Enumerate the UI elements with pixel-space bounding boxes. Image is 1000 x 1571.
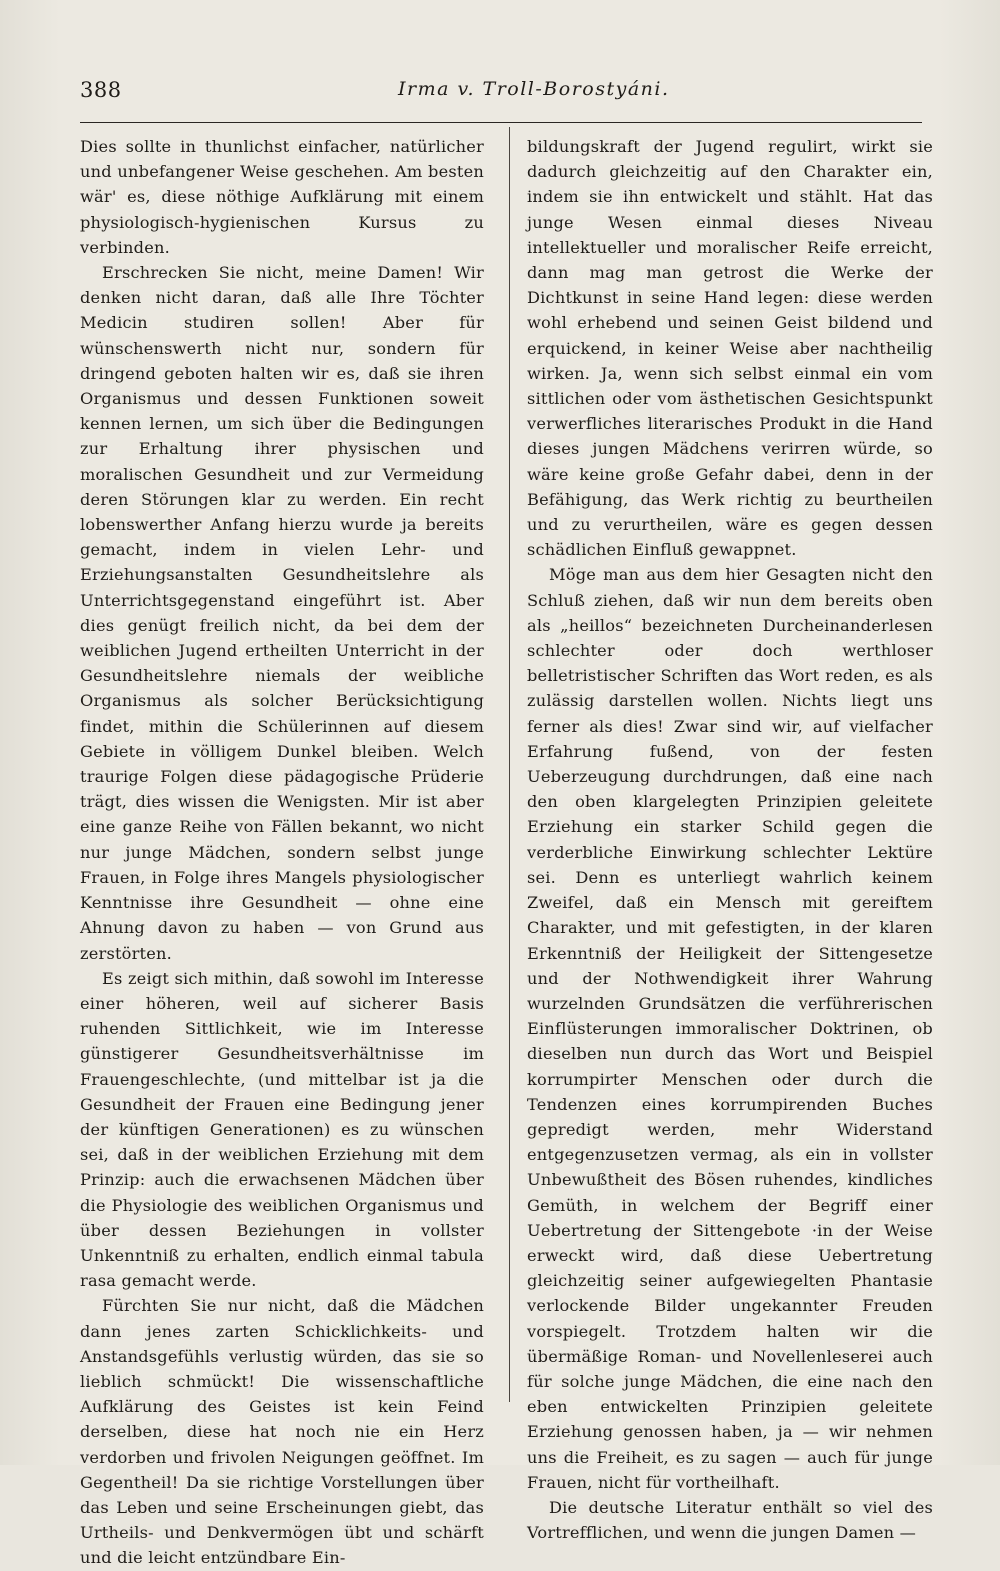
header-rule (80, 122, 922, 123)
right-text-column (527, 134, 933, 1545)
paragraph: Dies sollte in thunlichst einfacher, natürlicher und unbefangener Weise geschehen. Am besten wär' es, diese nöthige Aufklärung mit einem physiologisch-hygienischen Kursus zu verbinden. (80, 137, 484, 257)
paragraph: Fürchten Sie nur nicht, daß die Mädchen dann jenes zarten Schicklichkeits- und Anstandsgefühls verlustig würden, das sie so lieblich schmückt! Die wissenschaftliche Aufklärung des Geistes ist kein Feind derselben, diese hat noch nie ein Herz verdorben und frivolen Neigungen geöffnet. Im Gegentheil! Da sie richtige Vorstellungen über das Leben und seine Erscheinungen giebt, das Urtheils- und Denkvermögen übt und schärft und die leicht entzündbare Ein- (80, 1296, 484, 1568)
page-number: 388 (80, 78, 122, 102)
paragraph: Möge man aus dem hier Gesagten nicht den Schluß ziehen, daß wir nun dem bereits oben als „heillos“ bezeichneten Durcheinanderlesen schlechter oder doch werthloser belletristischer Schriften das Wort reden, es als zulässig darstellen wollen. Nichts liegt uns ferner als dies! Zwar sind wir, auf vielfacher Erfahrung fußend, von der festen Ueberzeugung durchdrungen, daß eine nach den oben klargelegten Prinzipien geleitete Erziehung ein starker Schild gegen die verderbliche Einwirkung schlechter Lektüre sei. Denn es unterliegt wahrlich keinem Zweifel, daß ein Mensch mit gereiftem Charakter, und mit gefestigten, in der klaren Erkenntniß der Heiligkeit der Sittengesetze und der Nothwendigkeit ihrer Wahrung wurzelnden Grundsätzen die verführerischen Einflüsterungen immoralischer Doktrinen, ob dieselben nun durch das Wort und Beispiel korrumpirter Menschen oder durch die Tendenzen eines korrumpirenden Buches gepredigt werden, mehr Widerstand entgegenzusetzen vermag, als ein in vollster Unbewußtheit des Bösen ruhendes, kindliches Gemüth, in welchem der Begriff einer Uebertretung der Sittengebote ·in der Weise erweckt wird, daß diese Uebertretung gleichzeitig seiner aufgewiegelten Phantasie verlockende Bilder ungekannter Freuden vorspiegelt. Trotzdem halten wir die übermäßige Roman- und Novellenleserei auch für solche junge Mädchen, die eine nach den eben entwickelten Prinzipien geleitete Erziehung genossen haben, ja — wir nehmen uns die Freiheit, es zu sagen — auch für junge Frauen, nicht für vortheilhaft. (527, 565, 933, 1492)
running-title: Irma v. Troll-Borostyáni. (398, 78, 670, 100)
page-header (80, 72, 920, 112)
paragraph: bildungskraft der Jugend regulirt, wirkt sie dadurch gleichzeitig auf den Charakter ein, indem sie ihn entwickelt und stählt. Hat das junge Wesen einmal dieses Niveau intellektueller und moralischer Reife erreicht, dann mag man getrost die Werke der Dichtkunst in seine Hand legen: diese werden wohl erhebend und seinen Geist bildend und erquickend, in keiner Weise aber nachtheilig wirken. Ja, wenn sich selbst einmal ein vom sittlichen oder vom ästhetischen Gesichtspunkt verwerfliches literarisches Produkt in die Hand dieses jungen Mädchens verirren würde, so wäre keine große Gefahr dabei, denn in der Befähigung, das Werk richtig zu beurtheilen und zu verurtheilen, wäre es gegen dessen schädlichen Einfluß gewappnet. (527, 137, 933, 560)
paragraph: Es zeigt sich mithin, daß sowohl im Interesse einer höheren, weil auf sicherer Basis ruhenden Sittlichkeit, wie im Interesse günstigerer Gesundheitsverhältnisse im Frauengeschlechte, (und mittelbar ist ja die Gesundheit der Frauen eine Bedingung jener der künftigen Generationen) es zu wünschen sei, daß in der weiblichen Erziehung mit dem Prinzip: auch die erwachsenen Mädchen über die Physiologie des weiblichen Organismus und über dessen Beziehungen in vollster Unkenntniß zu erhalten, endlich einmal tabula rasa gemacht werde. (80, 968, 484, 1291)
column-divider (509, 127, 510, 1402)
paragraph: Erschrecken Sie nicht, meine Damen! Wir denken nicht daran, daß alle Ihre Töchter Medicin studiren sollen! Aber für wünschenswerth nicht nur, sondern für dringend geboten halten wir es, daß sie ihren Organismus und dessen Funktionen soweit kennen lernen, um sich über die Bedingungen zur Erhaltung ihrer physischen und moralischen Gesundheit und zur Vermeidung deren Störungen klar zu werden. Ein recht lobenswerther Anfang hierzu wurde ja bereits gemacht, indem in vielen Lehr- und Erziehungsanstalten Gesundheitslehre als Unterrichtsgegenstand eingeführt ist. Aber dies genügt freilich nicht, da bei dem der weiblichen Jugend ertheilten Unterricht in der Gesundheitslehre niemals der weibliche Organismus als solcher Berücksichtigung findet, mithin die Schülerinnen auf diesem Gebiete in völligem Dunkel bleiben. Welch traurige Folgen diese pädagogische Prüderie trägt, dies wissen die Wenigsten. Mir ist aber eine ganze Reihe von Fällen bekannt, wo nicht nur junge Mädchen, sondern selbst junge Frauen, in Folge ihres Mangels physiologischer Kenntnisse ihre Gesundheit — ohne eine Ahnung davon zu haben — von Grund aus zerstörten. (80, 263, 484, 963)
paragraph: Die deutsche Literatur enthält so viel des Vortrefflichen, und wenn die jungen Damen — (527, 1497, 933, 1543)
left-text-column (80, 134, 484, 1571)
